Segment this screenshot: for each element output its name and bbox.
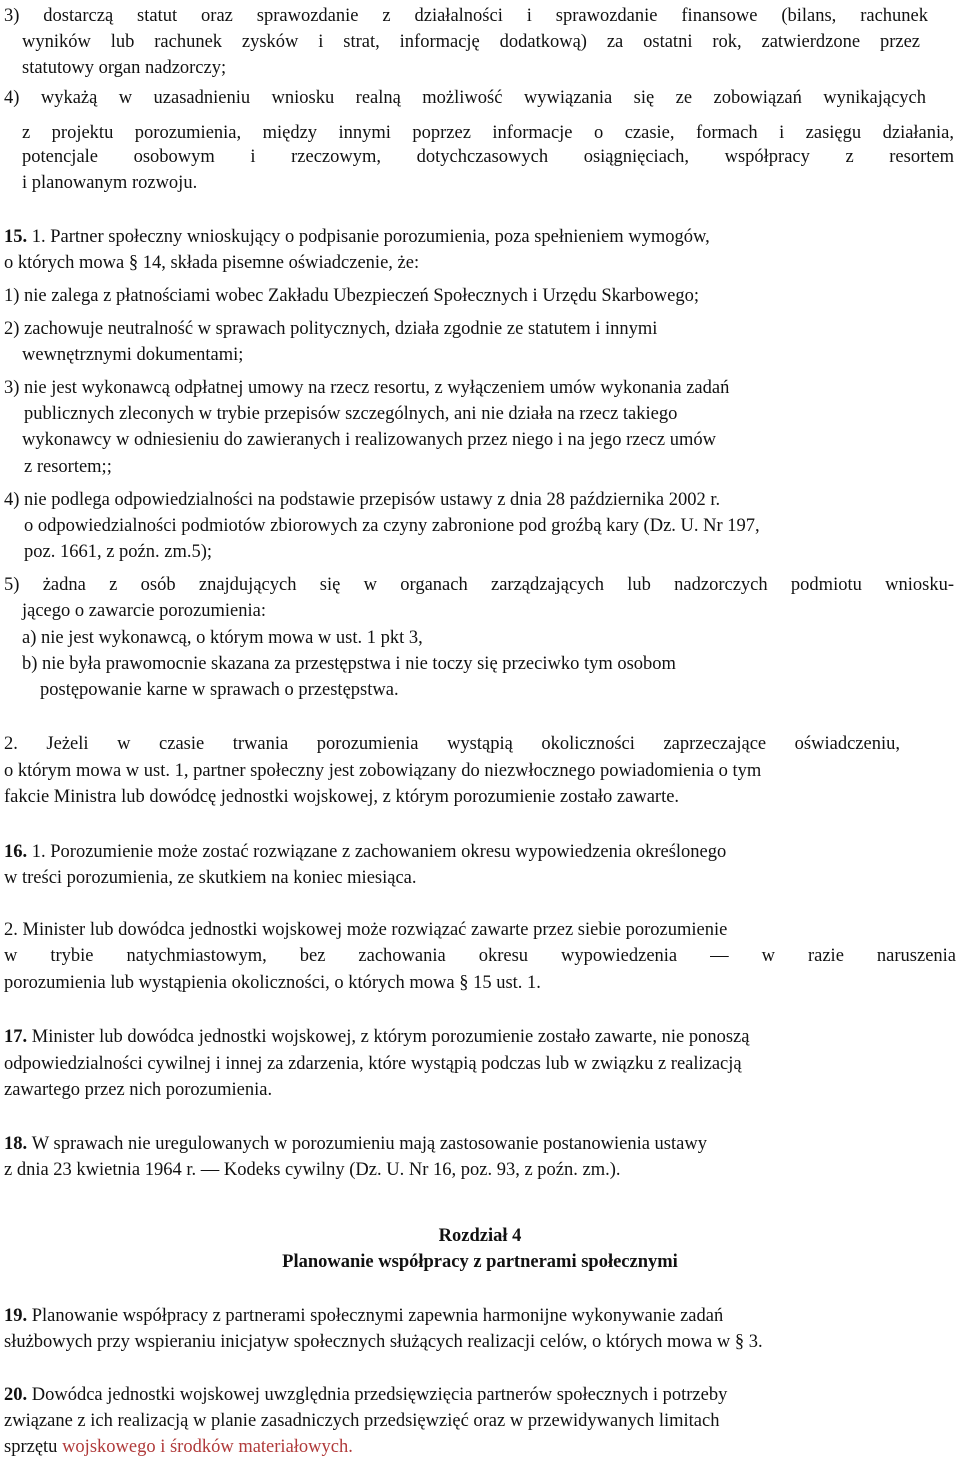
text-line: porozumienia lub wystąpienia okoliczności, o których mowa § 15 ust. 1. <box>4 973 541 993</box>
chapter-heading: Rozdział 4 <box>438 1226 522 1246</box>
text-line: związane z ich realizacją w planie zasadniczych przedsięwzięć oraz w przewidywanych limitach <box>4 1411 720 1431</box>
text-line: 4) wykażą w uzasadnieniu wniosku realną możliwość wywiązania się ze zobowiązań wynikających <box>4 88 926 108</box>
text-line: wewnętrznymi dokumentami; <box>22 345 244 365</box>
text-line: wykonawcy w odniesieniu do zawieranych i realizowanych przez niego i na jego rzecz umów <box>22 430 716 450</box>
text-line: sprzętu <box>4 1437 63 1457</box>
text-line: wyników lub rachunek zysków i strat, informację dodatkową) za ostatni rok, zatwierdzone przez <box>22 32 920 52</box>
text-line: publicznych zleconych w trybie przepisów szczególnych, ani nie działa na rzecz takiego <box>24 404 678 424</box>
text-line: 2) zachowuje neutralność w sprawach politycznych, działa zgodnie ze statutem i innymi <box>4 319 658 339</box>
text-line: o którym mowa w ust. 1, partner społeczny jest zobowiązany do niezwłocznego powiadomienia o tym <box>4 761 762 781</box>
text-line: 1. Partner społeczny wnioskujący o podpisanie porozumienia, poza spełnieniem wymogów, <box>31 227 710 247</box>
text-line: a) nie jest wykonawcą, o którym mowa w ust. 1 pkt 3, <box>22 628 423 648</box>
section-20 <box>4 1384 727 1406</box>
text-line: Planowanie współpracy z partnerami społecznymi zapewnia harmonijne wykonywanie zadań <box>31 1306 724 1326</box>
text-line: postępowanie karne w sprawach o przestępstwa. <box>40 680 399 700</box>
text-line: w trybie natychmiastowym, bez zachowania okresu wypowiedzenia — w razie naruszenia <box>4 946 956 966</box>
text-line: o których mowa § 14, składa pisemne oświadczenie, że: <box>4 253 420 273</box>
text-line: zawartego przez nich porozumienia. <box>4 1080 273 1100</box>
text-line: odpowiedzialności cywilnej i innej za zdarzenia, które wystąpią podczas lub w związku z realizacją <box>4 1054 742 1074</box>
text-line: z projektu porozumienia, między innymi poprzez informacje o czasie, formach i zasięgu działania, <box>22 123 954 143</box>
text-line: Minister lub dowódca jednostki wojskowej, z którym porozumienie zostało zawarte, nie ponoszą <box>31 1027 750 1047</box>
text-line: i planowanym rozwoju. <box>22 173 198 193</box>
text-line: statutowy organ nadzorczy; <box>22 58 227 78</box>
text-line: służbowych przy wspieraniu inicjatyw społecznych służących realizacji celów, o których mowa w § 3. <box>4 1332 763 1352</box>
text-line: Dowódca jednostki wojskowej uwzględnia przedsięwzięcia partnerów społecznych i potrzeby <box>31 1385 728 1405</box>
text-line: 1) nie zalega z płatnościami wobec Zakładu Ubezpieczeń Społecznych i Urzędu Skarbowego; <box>4 286 700 306</box>
section-number: 17. <box>4 1027 32 1047</box>
text-line: z resortem;; <box>24 457 112 477</box>
text-line: W sprawach nie uregulowanych w porozumieniu mają zastosowanie postanowienia ustawy <box>31 1134 707 1154</box>
section-number: 20. <box>4 1385 32 1405</box>
text-line: 2. Jeżeli w czasie trwania porozumienia wystąpią okoliczności zaprzeczające oświadczeniu, <box>4 734 900 754</box>
section-number: 16. <box>4 842 32 862</box>
text-line: fakcie Ministra lub dowódcę jednostki wojskowej, z którym porozumienie zostało zawarte. <box>4 787 680 807</box>
text-line: 3) dostarczą statut oraz sprawozdanie z działalności i sprawozdanie finansowe (bilans, rachunek <box>4 6 928 26</box>
text-line: 4) nie podlega odpowiedzialności na podstawie przepisów ustawy z dnia 28 października 2002 r. <box>4 490 721 510</box>
section-number: 15. <box>4 227 32 247</box>
text-line: potencjale osobowym i rzeczowym, dotychczasowych osiągnięciach, współpracy z resortem <box>22 147 954 167</box>
section-16-paragraph-1 <box>4 841 726 863</box>
last-line <box>4 1436 353 1458</box>
section-17 <box>4 1026 749 1048</box>
text-line: z dnia 23 kwietnia 1964 r. — Kodeks cywilny (Dz. U. Nr 16, poz. 93, z poźn. zm.). <box>4 1160 621 1180</box>
text-line: 2. Minister lub dowódca jednostki wojskowej może rozwiązać zawarte przez siebie porozumienie <box>4 920 728 940</box>
text-line: 3) nie jest wykonawcą odpłatnej umowy na rzecz resortu, z wyłączeniem umów wykonania zadań <box>4 378 730 398</box>
section-19 <box>4 1305 723 1327</box>
chapter-title: Planowanie współpracy z partnerami społecznymi <box>282 1252 678 1272</box>
section-number: 18. <box>4 1134 32 1154</box>
section-number: 19. <box>4 1306 32 1326</box>
section-18 <box>4 1133 707 1155</box>
text-line: o odpowiedzialności podmiotów zbiorowych za czyny zabronione pod groźbą kary (Dz. U. Nr 197, <box>24 516 760 536</box>
text-line: b) nie była prawomocnie skazana za przestępstwa i nie toczy się przeciwko tym osobom <box>22 654 676 674</box>
text-line: 1. Porozumienie może zostać rozwiązane z zachowaniem okresu wypowiedzenia określonego <box>31 842 727 862</box>
section-15-paragraph-1 <box>4 226 710 248</box>
text-line: jącego o zawarcie porozumienia: <box>22 601 266 621</box>
text-line: w treści porozumienia, ze skutkiem na koniec miesiąca. <box>4 868 417 888</box>
highlighted-text: wojskowego i środków materiałowych. <box>62 1437 353 1457</box>
text-line: poz. 1661, z poźn. zm.5); <box>24 542 213 562</box>
text-line: 5) żadna z osób znajdujących się w organach zarządzających lub nadzorczych podmiotu wniosku- <box>4 575 954 595</box>
